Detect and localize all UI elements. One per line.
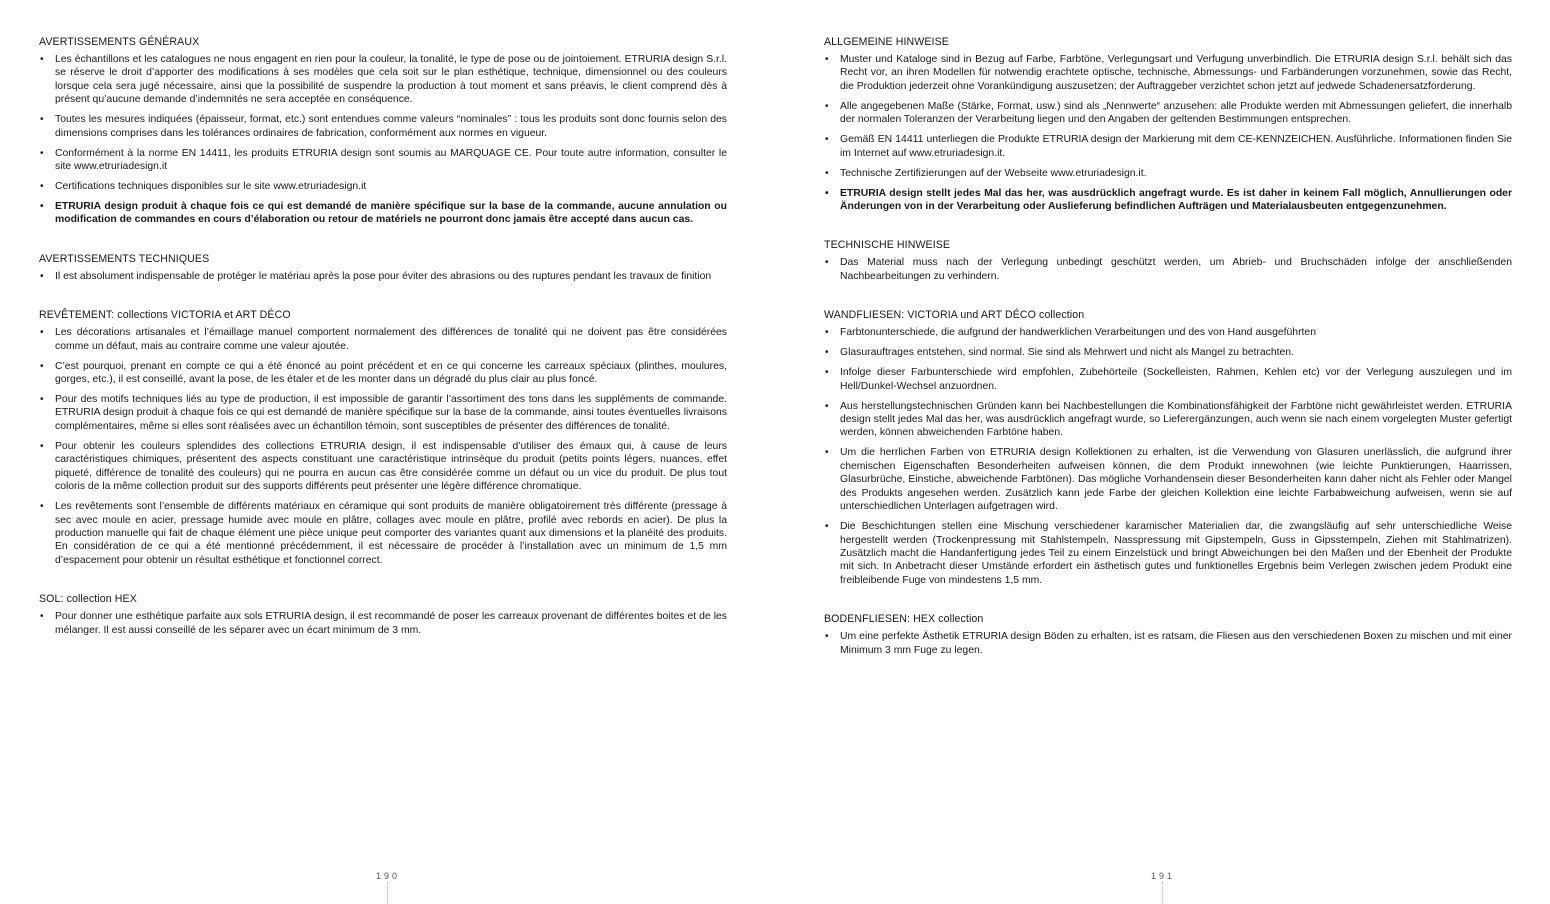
bullet-list bbox=[824, 326, 1512, 587]
bullet-list bbox=[824, 53, 1512, 213]
bullet-list bbox=[39, 53, 727, 227]
bullet-list bbox=[824, 630, 1512, 657]
bullet-item: • Muster und Kataloge sind in Bezug auf Farbe, Farbtöne, Verlegungsart und Verfugung unverbindlich. Die ETRURIA design S.r.l. behält sich das Recht vor, an ihren Modellen für notwendig erachtete optische, technische, Abmessungs- und Farbänderungen vorzunehmen, sowie das Recht, die Produktion jederzeit ohne Vorankündigung auszusetzen; der Auftraggeber verzichtet schon jetzt auf jedwede Schadenersatzforderung. bbox=[824, 53, 1512, 93]
section-heading: SOL: collection HEX bbox=[39, 593, 137, 606]
bullet-item: • Pour des motifs techniques liés au type de production, il est impossible de garantir l’assortiment des tons dans les suppléments de commande. ETRURIA design produit à chaque fois ce qui est demandé de manière spécifique sur la base de la commande, ainsi toutes éventuelles livraisons complémentaires, même si elles sont réalisées avec un échantillon témoin, sont susceptibles de présenter des différences de tonalité. bbox=[39, 393, 727, 433]
section-heading: BODENFLIESEN: HEX collection bbox=[824, 613, 984, 626]
bullet-list bbox=[824, 256, 1512, 283]
section-heading: WANDFLIESEN: VICTORIA und ART DÉCO collection bbox=[824, 309, 1085, 322]
bullet-item: • Il est absolument indispensable de protéger le matériau après la pose pour éviter des abrasions ou des ruptures pendant les travaux de finition bbox=[39, 270, 727, 283]
left-page-text-column bbox=[39, 36, 727, 663]
bullet-item: • Aus herstellungstechnischen Gründen kann bei Nachbestellungen die Kombinationsfähigkeit der Farbtöne nicht gewährleistet werden. ETRURIA design stellt jedes Mal das her, was ausdrücklich angefragt wurde, so Lieferergänzungen, auch wenn sie nach einem vorgelegten Muster gefertigt werden, können abweichenden Farbtöne haben. bbox=[824, 400, 1512, 440]
bullet-item: • Um eine perfekte Ästhetik ETRURIA design Böden zu erhalten, ist es ratsam, die Fliesen aus den verschiedenen Boxen zu mischen und mit einer Minimum 3 mm Fuge zu legen. bbox=[824, 630, 1512, 657]
page-number: 190 bbox=[376, 871, 401, 881]
bullet-item: • Pour obtenir les couleurs splendides des collections ETRURIA design, il est indispensable d’utiliser des émaux qui, à cause de leurs caractéristiques chimiques, présentent des aspects constituant une caractéristique intrinsèque du produit (petits points légers, nuances, effet piqueté, différence de tonalité des couleurs) qui ne pourra en aucun cas être considérée comme un défaut ou un vice du produit. De plus tout coloris de la même collection produit sur des supports différents peut présenter une légère différence chromatique. bbox=[39, 440, 727, 494]
bullet-item: • Infolge dieser Farbunterschiede wird empfohlen, Zubehörteile (Sockelleisten, Rahmen, Kehlen etc) vor der Verlegung auszulegen und im Hell/Dunkel-Wechsel anzuordnen. bbox=[824, 366, 1512, 393]
bullet-item: • Technische Zertifizierungen auf der Webseite www.etruriadesign.it. bbox=[824, 167, 1512, 180]
section-heading: REVÊTEMENT: collections VICTORIA et ART DÉCO bbox=[39, 309, 291, 322]
section-technical-notes-de bbox=[824, 239, 1512, 283]
section-general-notes-de bbox=[824, 36, 1512, 213]
bullet-item-bold: • ETRURIA design produit à chaque fois ce qui est demandé de manière spécifique sur la base de la commande, aucune annulation ou modification de commandes en cours d’élaboration ou retour de matériels ne pourront donc jamais être accepté dans aucun cas. bbox=[39, 200, 727, 227]
bullet-list bbox=[39, 326, 727, 567]
right-page bbox=[775, 0, 1550, 904]
bullet-item: • Conformément à la norme EN 14411, les produits ETRURIA design sont soumis au MARQUAGE CE. Pour toute autre information, consulter le site www.etruriadesign.it bbox=[39, 147, 727, 174]
bullet-item: • Glasurauftrages entstehen, sind normal. Sie sind als Mehrwert und nicht als Mangel zu betrachten. bbox=[824, 346, 1512, 359]
right-page-text-column bbox=[824, 36, 1512, 683]
section-floor-tiles-fr bbox=[39, 593, 727, 637]
section-heading: TECHNISCHE HINWEISE bbox=[824, 239, 951, 252]
section-heading: AVERTISSEMENTS TECHNIQUES bbox=[39, 252, 210, 265]
bullet-item: • Die Beschichtungen stellen eine Mischung verschiedener karamischer Materialien dar, die zwangsläufig auf sehr unterschiedliche Weise hergestellt werden (Trockenpressung mit Stahlstempeln, Nasspressung mit Gipstempeln, Guss in Gipsstempeln, Ziehen mit Stahlmatrizen). Zusätzlich macht die Handanfertigung jedes Teil zu einem Einzelstück und bringt Abweichungen bei den Maßen und der Ebenheit der Produkte mit sich. In Anbetracht dieser Umstände erfordert ein ästhetisch gutes und funktionelles Ergebnis beim Verlegen zwischen jedem Produkt eine freibleibende Fuge von mindestens 1,5 mm. bbox=[824, 520, 1512, 587]
section-wall-tiles-de bbox=[824, 309, 1512, 587]
section-wall-tiles-fr bbox=[39, 309, 727, 567]
page-divider bbox=[1162, 882, 1163, 904]
page-number: 191 bbox=[1151, 871, 1176, 881]
section-general-warnings-fr bbox=[39, 36, 727, 227]
bullet-item: • Toutes les mesures indiquées (épaisseur, format, etc.) sont entendues comme valeurs “nominales” : tous les produits sont donc fournis selon des dimensions comprises dans les tolérances ordinaires de fabrication, conformément aux normes en vigueur. bbox=[39, 113, 727, 140]
section-technical-warnings-fr bbox=[39, 253, 727, 283]
bullet-item: • Les revêtements sont l’ensemble de différents matériaux en céramique qui sont produits de manière obligatoirement très différente (pressage à sec avec moule en acier, pressage humide avec moule en plâtre, collages avec moule en plâtre, profilé avec rebords en acier). De plus la production manuelle qui fait de chaque élément une pièce unique peut comporter des variantes quant aux dimensions et la planéité des produits. En considération de ce qui a été mentionné précédemment, il est nécessaire de procéder à l’installation avec un minimum de 1,5 mm d’espacement pour obtenir un résultat esthétique et fonctionnel correct. bbox=[39, 500, 727, 567]
bullet-item: • Das Material muss nach der Verlegung unbedingt geschützt werden, um Abrieb- und Bruchschäden infolge der anschließenden Nachbearbeitungen zu verhindern. bbox=[824, 256, 1512, 283]
bullet-item-bold: • ETRURIA design stellt jedes Mal das her, was ausdrücklich angefragt wurde. Es ist daher in keinem Fall möglich, Annullierungen oder Änderungen von in der Verarbeitung oder Auslieferung befindlichen Aufträgen und Materialausbeuten entgegenzunehmen. bbox=[824, 187, 1512, 214]
bullet-item: • Alle angegebenen Maße (Stärke, Format, usw.) sind als „Nennwerte“ anzusehen: alle Produkte werden mit Abmessungen geliefert, die innerhalb der normalen Toleranzen der Verarbeitung liegen und den Angaben der geltenden Bestimmungen entsprechen. bbox=[824, 100, 1512, 127]
bullet-item: • Certifications techniques disponibles sur le site www.etruriadesign.it bbox=[39, 180, 727, 193]
bullet-item: • Farbtonunterschiede, die aufgrund der handwerklichen Verarbeitungen und des von Hand ausgeführten bbox=[824, 326, 1512, 339]
bullet-item: • Les échantillons et les catalogues ne nous engagent en rien pour la couleur, la tonalité, le type de pose ou de jointoiement. ETRURIA design S.r.l. se réserve le droit d’apporter des modifications à ses modèles que cela soit sur le plan esthétique, technique, dimensionnel ou des couleurs lorsque cela sera jugé nécessaire, ainsi que la possibilité de suspendre la production à tout moment et sans préavis, le client comprend dès à présent qu’aucune demande d’indemnités ne sera acceptée en conséquence. bbox=[39, 53, 727, 107]
section-heading: AVERTISSEMENTS GÉNÉRAUX bbox=[39, 36, 200, 48]
bullet-item: • Gemäß EN 14411 unterliegen die Produkte ETRURIA design der Markierung mit dem CE-KENNZEICHEN. Ausführliche. Informationen finden Sie im Internet auf www.etruriadesign.it. bbox=[824, 133, 1512, 160]
section-floor-tiles-de bbox=[824, 613, 1512, 657]
bullet-item: • C’est pourquoi, prenant en compte ce qui a été énoncé au point précédent et en ce qui concerne les carreaux spéciaux (plinthes, moulures, gorges, etc.), il est conseillé, avant la pose, de les étaler et de les monter dans un dégradé du plus clair au plus foncé. bbox=[39, 360, 727, 387]
bullet-item: • Pour donner une esthétique parfaite aux sols ETRURIA design, il est recommandé de poser les carreaux provenant de différentes boites et de les mélanger. Il est aussi conseillé de les séparer avec un écart minimum de 3 mm. bbox=[39, 610, 727, 637]
bullet-item: • Les décorations artisanales et l’émaillage manuel comportent normalement des différences de tonalité qui ne doivent pas être considérées comme un défaut, mais au contraire comme une valeur ajoutée. bbox=[39, 326, 727, 353]
bullet-list bbox=[39, 270, 727, 283]
bullet-list bbox=[39, 610, 727, 637]
page-divider bbox=[387, 882, 388, 904]
section-heading: ALLGEMEINE HINWEISE bbox=[824, 36, 949, 48]
bullet-item: • Um die herrlichen Farben von ETRURIA design Kollektionen zu erhalten, ist die Verwendung von Glasuren unerlässlich, die aufgrund ihrer chemischen Eigenschaften Besonderheiten aufweisen können, die dem Produkt innewohnen (wie leichte Punktierungen, Haarrissen, Glasurbrüche, Einstiche, abweichende Farbtönen). Das mögliche Vorhandensein dieser Besonderheiten kann daher nicht als Fehler oder Mangel des Produkts angesehen werden. Zusätzlich kann jede Farbe der gleichen Kollektion eine leichte Farbabweichung aufweisen, wenn sie auf unterschiedlichen Unterlagen aufgetragen wird. bbox=[824, 446, 1512, 513]
